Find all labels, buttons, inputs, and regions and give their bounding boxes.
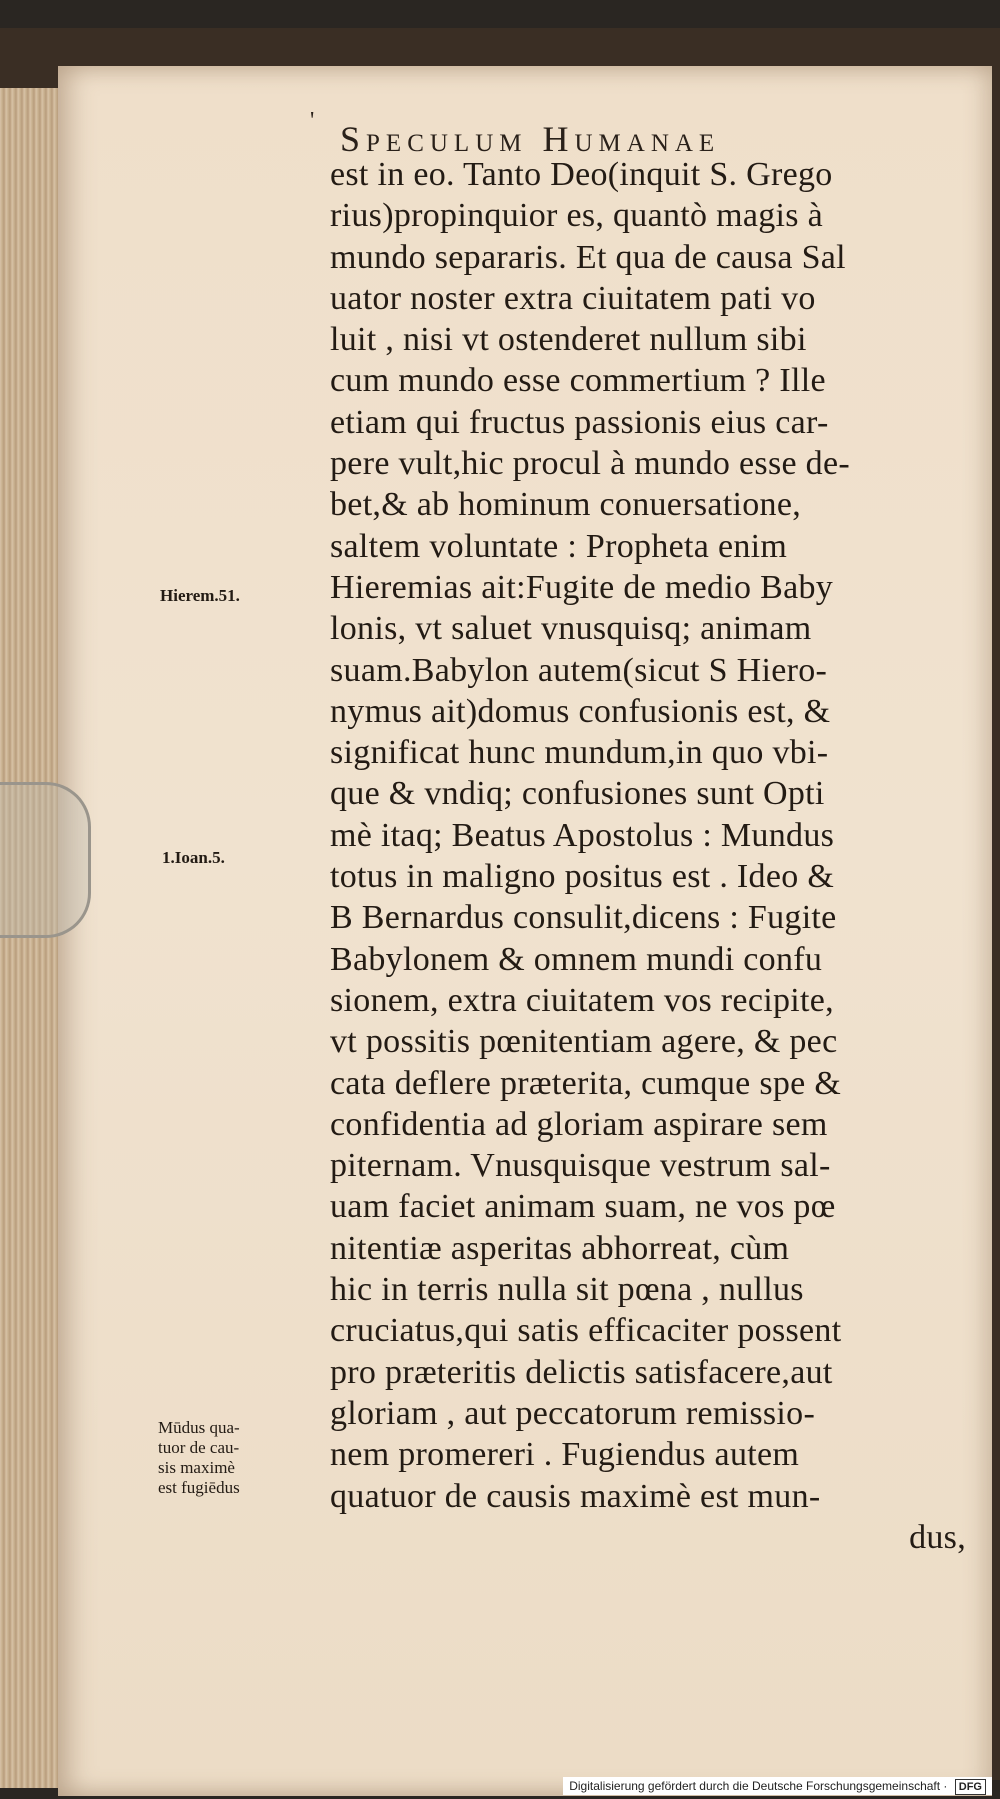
margin-note-line: tuor de cau- [158, 1438, 240, 1457]
margin-note-mundus [158, 1418, 240, 1498]
text-line: lonis, vt saluet vnusquisq; animam [330, 610, 812, 648]
text-line: est in eo. Tanto Deo(inquit S. Grego [330, 156, 833, 193]
book-clip [0, 782, 91, 938]
header-mark: ' [310, 108, 315, 134]
text-line: saltem voluntate : Propheta enim [330, 527, 788, 565]
text-line: gloriam , aut peccatorum remissio- [330, 1394, 816, 1432]
margin-note-ioan: 1.Ioan.5. [162, 848, 225, 867]
text-line: uator noster extra ciuitatem pati vo [330, 279, 816, 317]
text-line: cum mundo esse commertium ? Ille [330, 362, 826, 400]
text-line: vt possitis pœnitentiam agere, & pec [330, 1023, 838, 1061]
text-line: sionem, extra ciuitatem vos recipite, [330, 981, 834, 1019]
text-line: quatuor de causis maximè est mun- [330, 1477, 821, 1515]
text-line: nem promereri . Fugiendus autem [330, 1436, 800, 1474]
margin-note-line: est fugiēdus [158, 1478, 240, 1497]
body-text [330, 154, 970, 1558]
margin-note-hierem: Hierem.51. [160, 586, 240, 605]
text-line: confidentia ad gloriam aspirare sem [330, 1105, 828, 1143]
text-line: pere vult,hic procul à mundo esse de- [330, 445, 850, 483]
dfg-logo: DFG [955, 1779, 986, 1795]
text-line: hic in terris nulla sit pœna , nullus [330, 1271, 804, 1309]
text-line: que & vndiq; confusiones sunt Opti [330, 775, 825, 813]
text-line: totus in maligno positus est . Ideo & [330, 858, 835, 896]
running-header: Speculum Humanae [340, 119, 721, 159]
text-line: rius)propinquior es, quantò magis à [330, 197, 824, 235]
text-line: B Bernardus consulit,dicens : Fugite [330, 899, 837, 937]
text-line: mè itaq; Beatus Apostolus : Mundus [330, 816, 835, 854]
text-line: Hieremias ait:Fugite de medio Baby [330, 568, 834, 606]
text-line: nitentiæ asperitas abhorreat, cùm [330, 1229, 790, 1267]
page-edge [0, 88, 60, 1788]
text-line: luit , nisi vt ostenderet nullum sibi [330, 321, 807, 359]
margin-note-line: Mūdus qua- [158, 1418, 240, 1437]
text-line: suam.Babylon autem(sicut S Hiero- [330, 651, 828, 689]
text-line: cruciatus,qui satis efficaciter possent [330, 1312, 842, 1350]
text-line: nymus ait)domus confusionis est, & [330, 692, 831, 730]
text-line: Babylonem & omnem mundi confu [330, 940, 823, 978]
funding-footer [563, 1777, 992, 1795]
text-line: uam faciet animam suam, ne vos pœ [330, 1188, 836, 1226]
text-line: pro præteritis delictis satisfacere,aut [330, 1353, 833, 1391]
text-line: cata deflere præterita, cumque spe & [330, 1064, 842, 1102]
footer-text: Digitalisierung gefördert durch die Deutsche Forschungsgemeinschaft · [569, 1779, 948, 1793]
text-line: bet,& ab hominum conuersatione, [330, 486, 802, 524]
text-line: piternam. Vnusquisque vestrum sal- [330, 1147, 831, 1185]
text-line: mundo separaris. Et qua de causa Sal [330, 238, 846, 276]
margin-note-line: sis maximè [158, 1458, 235, 1477]
text-line: significat hunc mundum,in quo vbi- [330, 734, 829, 772]
catchword: dus, [909, 1518, 966, 1556]
text-line: etiam qui fructus passionis eius car- [330, 403, 829, 441]
